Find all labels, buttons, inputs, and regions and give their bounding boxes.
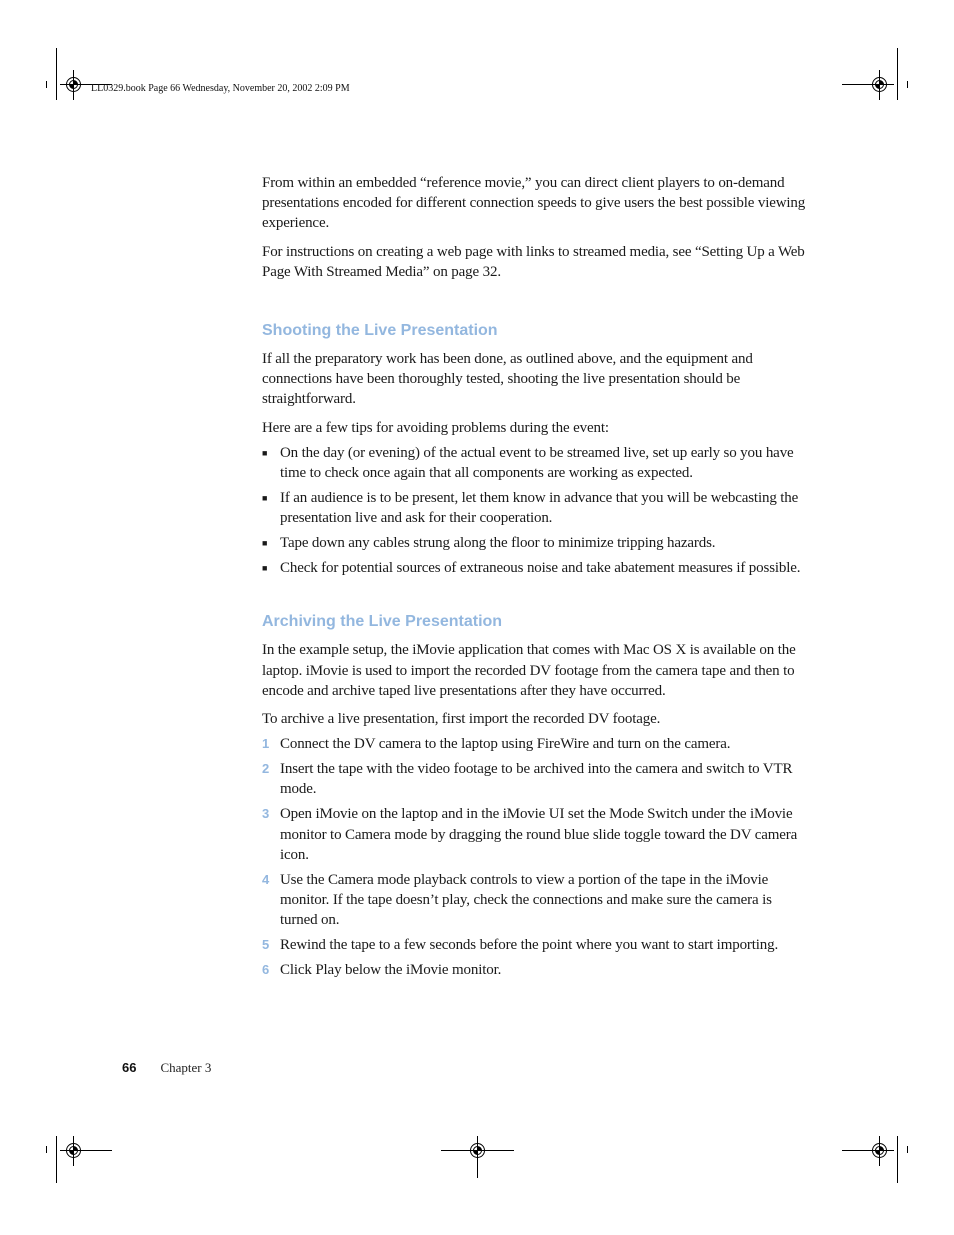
list-item bbox=[262, 488, 807, 528]
list-item-text: If an audience is to be present, let them know in advance that you will be webcasting the presentation live and ask for their cooperation. bbox=[280, 490, 799, 527]
step-item bbox=[262, 960, 807, 980]
section-heading-shooting: Shooting the Live Presentation bbox=[262, 322, 498, 340]
tips-list bbox=[262, 443, 807, 579]
step-item bbox=[262, 804, 807, 865]
shooting-paragraph-1: If all the preparatory work has been done, as outlined above, and the equipment and connections have been thoroughly tested, shooting the live presentation should be straightforward. bbox=[262, 351, 753, 408]
steps-list bbox=[262, 734, 807, 980]
intro-paragraph-2: For instructions on creating a web page with links to streamed media, see “Setting Up a Web Page With Streamed Media” on page 32. bbox=[262, 243, 805, 280]
step-item bbox=[262, 734, 807, 754]
bullet-square-icon: ■ bbox=[262, 538, 268, 549]
step-number: 6 bbox=[262, 962, 270, 978]
step-number: 2 bbox=[262, 761, 270, 777]
step-item bbox=[262, 870, 807, 931]
step-text: Insert the tape with the video footage to be archived into the camera and switch to VTR mode. bbox=[280, 761, 793, 798]
list-item bbox=[262, 443, 807, 483]
bullet-square-icon: ■ bbox=[262, 493, 268, 504]
page-number: 66 bbox=[122, 1060, 137, 1075]
page-footer bbox=[122, 1059, 211, 1077]
list-item-text: Check for potential sources of extraneous noise and take abatement measures if possible. bbox=[280, 560, 801, 577]
step-number: 1 bbox=[262, 736, 270, 752]
print-slug: LL0329.book Page 66 Wednesday, November 20, 2002 2:09 PM bbox=[91, 83, 350, 94]
shooting-paragraph-2: Here are a few tips for avoiding problems during the event: bbox=[262, 419, 609, 436]
bullet-square-icon: ■ bbox=[262, 447, 268, 458]
page-body bbox=[262, 173, 807, 985]
step-item bbox=[262, 935, 807, 955]
list-item-text: Tape down any cables strung along the floor to minimize tripping hazards. bbox=[280, 535, 716, 552]
step-text: Connect the DV camera to the laptop using FireWire and turn on the camera. bbox=[280, 736, 731, 753]
step-text: Click Play below the iMovie monitor. bbox=[280, 962, 502, 979]
archiving-paragraph-1: In the example setup, the iMovie application that comes with Mac OS X is available on the laptop. iMovie is used to import the recorded DV footage from the camera tape and then to encode and archive taped live presentations after they have occurred. bbox=[262, 642, 796, 699]
step-text: Open iMovie on the laptop and in the iMovie UI set the Mode Switch under the iMovie monitor to Camera mode by dragging the round blue slide toggle toward the DV camera icon. bbox=[280, 806, 798, 863]
step-text: Rewind the tape to a few seconds before the point where you want to start importing. bbox=[280, 937, 779, 954]
list-item bbox=[262, 558, 807, 578]
step-number: 3 bbox=[262, 806, 270, 822]
list-item bbox=[262, 533, 807, 553]
step-number: 4 bbox=[262, 871, 270, 887]
step-text: Use the Camera mode playback controls to view a portion of the tape in the iMovie monitor. If the tape doesn’t play, check the connections and make sure the camera is turned on. bbox=[280, 871, 772, 929]
list-item-text: On the day (or evening) of the actual event to be streamed live, set up early so you have time to check once again that all components are working as expected. bbox=[280, 444, 794, 482]
archiving-paragraph-2: To archive a live presentation, first import the recorded DV footage. bbox=[262, 711, 661, 728]
bullet-square-icon: ■ bbox=[262, 563, 268, 574]
step-item bbox=[262, 759, 807, 799]
step-number: 5 bbox=[262, 937, 270, 953]
intro-paragraph-1: From within an embedded “reference movie,” you can direct client players to on-demand presentations encoded for different connection speeds to give users the best possible viewing experience. bbox=[262, 175, 806, 232]
chapter-label: Chapter 3 bbox=[160, 1060, 212, 1075]
section-heading-archiving: Archiving the Live Presentation bbox=[262, 613, 503, 631]
